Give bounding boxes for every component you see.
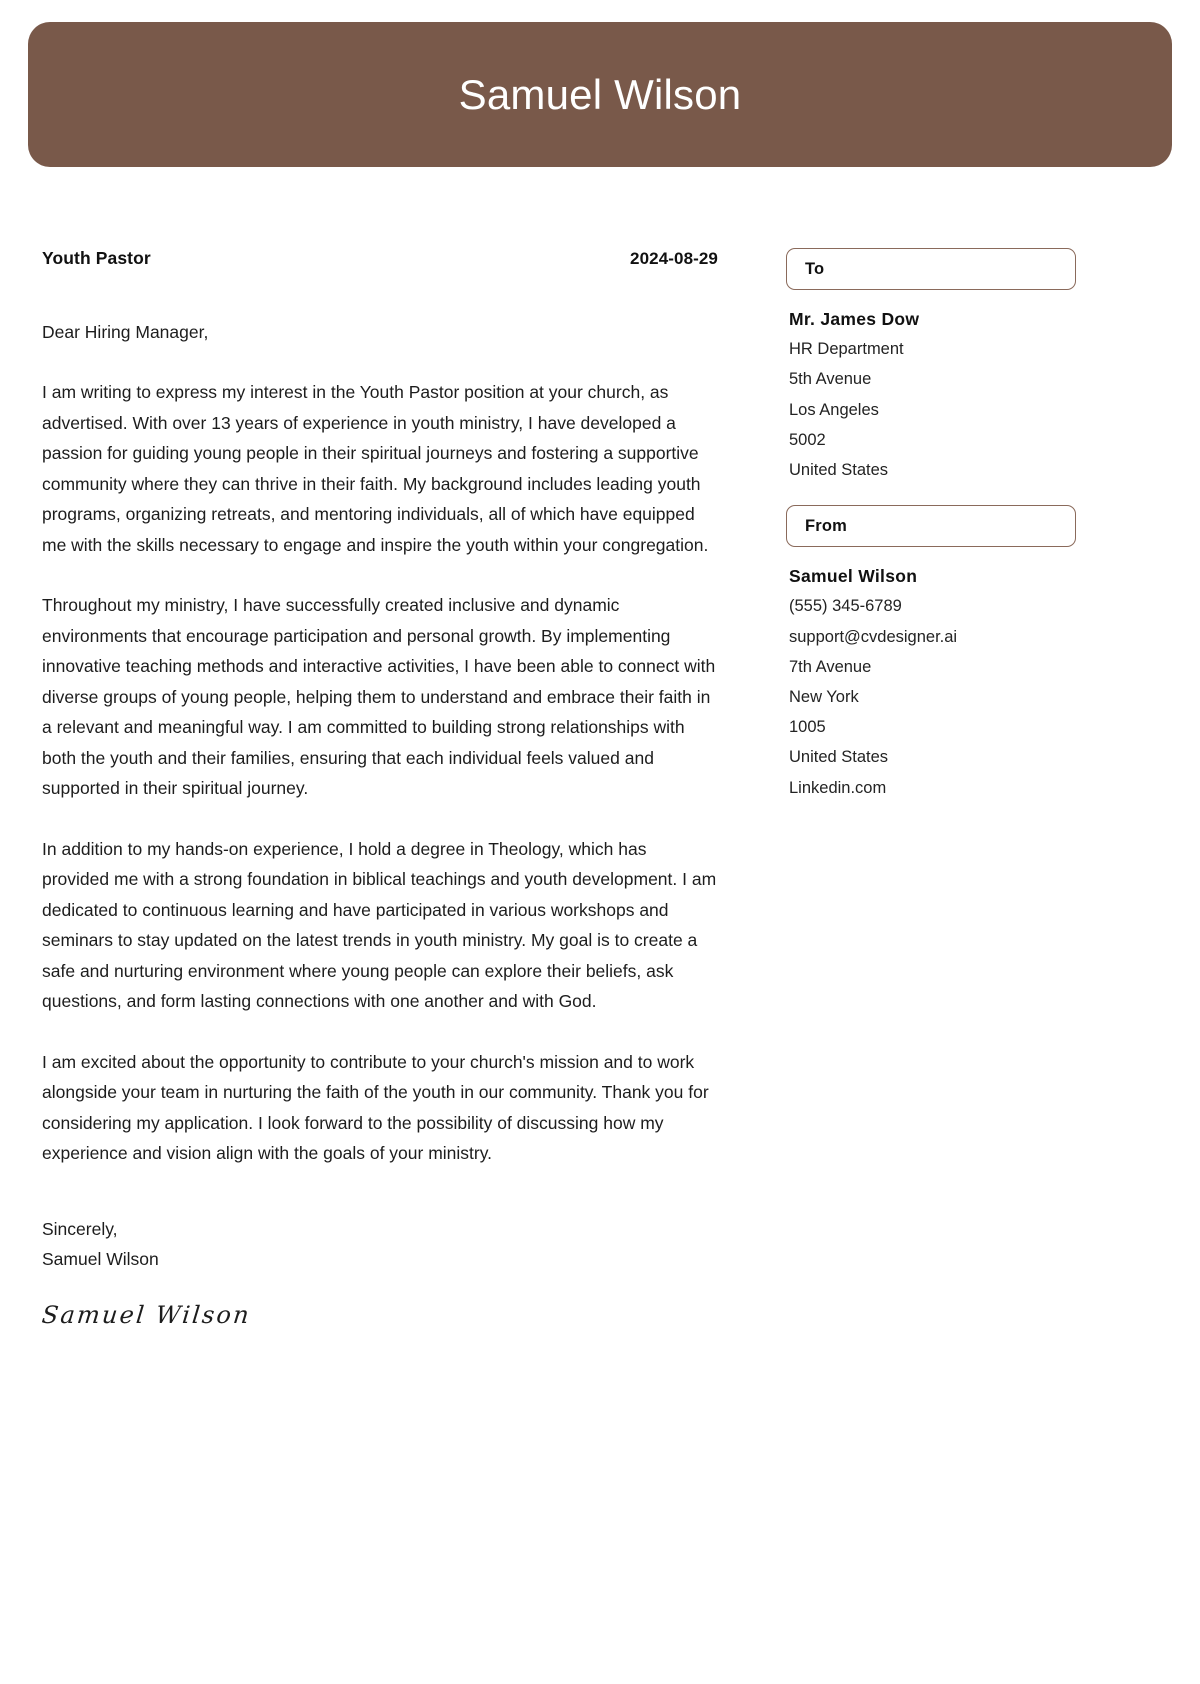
- recipient-details: [786, 304, 1090, 485]
- salutation: Dear Hiring Manager,: [42, 322, 209, 342]
- header-banner: [28, 22, 1172, 167]
- contact-spacer: [786, 485, 1090, 505]
- contact-column: [712, 190, 1200, 803]
- recipient-line: Los Angeles: [789, 400, 879, 419]
- sender-website: Linkedin.com: [789, 778, 887, 797]
- job-title: Youth Pastor: [42, 248, 151, 268]
- sender-chip-label: From: [805, 516, 848, 535]
- letter-meta-row: [42, 248, 718, 269]
- signature: Samuel Wilson: [40, 1300, 253, 1329]
- sender-email: support@cvdesigner.ai: [789, 627, 958, 646]
- sender-line: 1005: [789, 718, 826, 737]
- sender-chip: [786, 505, 1076, 547]
- letter-date: 2024-08-29: [630, 249, 718, 268]
- recipient-line: 5002: [789, 430, 826, 449]
- letter-paragraph: Throughout my ministry, I have successfully created inclusive and dynamic environments that encourage participation and personal growth. By implementing innovative teaching methods and interactive activities, I have been able to connect with diverse groups of young people, helping them to understand and embrace their faith in a relevant and meaningful way. I am committed to building strong relationships with both the youth and their families, ensuring that each individual feels valued and supported in their spiritual journey.: [42, 595, 716, 798]
- letter-paragraph: In addition to my hands-on experience, I hold a degree in Theology, which has provided me with a strong foundation in biblical teachings and youth development. I am dedicated to continuous learning and have participated in various workshops and seminars to stay updated on the latest trends in youth ministry. My goal is to create a safe and nurturing environment where young people can explore their beliefs, ask questions, and form lasting connections with one another and with God.: [42, 838, 717, 1011]
- sender-line: United States: [789, 748, 889, 767]
- recipient-chip: [786, 248, 1076, 290]
- closing-word: Sincerely,: [42, 1218, 118, 1239]
- closing-block: [42, 1214, 712, 1275]
- closing-name: Samuel Wilson: [42, 1249, 159, 1269]
- letter-page-body: [0, 190, 1200, 1329]
- sender-line: New York: [789, 688, 859, 707]
- page-title: Samuel Wilson: [458, 70, 742, 118]
- sender-line: 7th Avenue: [789, 657, 872, 676]
- sender-phone: (555) 345-6789: [789, 597, 902, 616]
- letter-column: [0, 190, 718, 1329]
- sender-name: Samuel Wilson: [789, 566, 918, 587]
- recipient-line: United States: [789, 461, 889, 480]
- recipient-line: HR Department: [789, 340, 904, 359]
- letter-paragraph: I am excited about the opportunity to contribute to your church's mission and to work alongside your team in nurturing the faith of the youth in our community. Thank you for considering my application. I look forward to the possibility of discussing how my experience and vision align with the goals of your ministry.: [42, 1051, 709, 1163]
- recipient-line: 5th Avenue: [789, 370, 872, 389]
- recipient-name: Mr. James Dow: [789, 309, 920, 329]
- sender-details: [786, 561, 1090, 803]
- letter-paragraph: I am writing to express my interest in the Youth Pastor position at your church, as advertised. With over 13 years of experience in youth ministry, I have developed a passion for guiding young people in their spiritual journeys and fostering a supportive community where they can thrive in their faith. My background includes leading youth programs, organizing retreats, and mentoring individuals, all of which have equipped me with the skills necessary to engage and inspire the youth within your congregation.: [42, 382, 709, 555]
- recipient-chip-label: To: [805, 259, 825, 278]
